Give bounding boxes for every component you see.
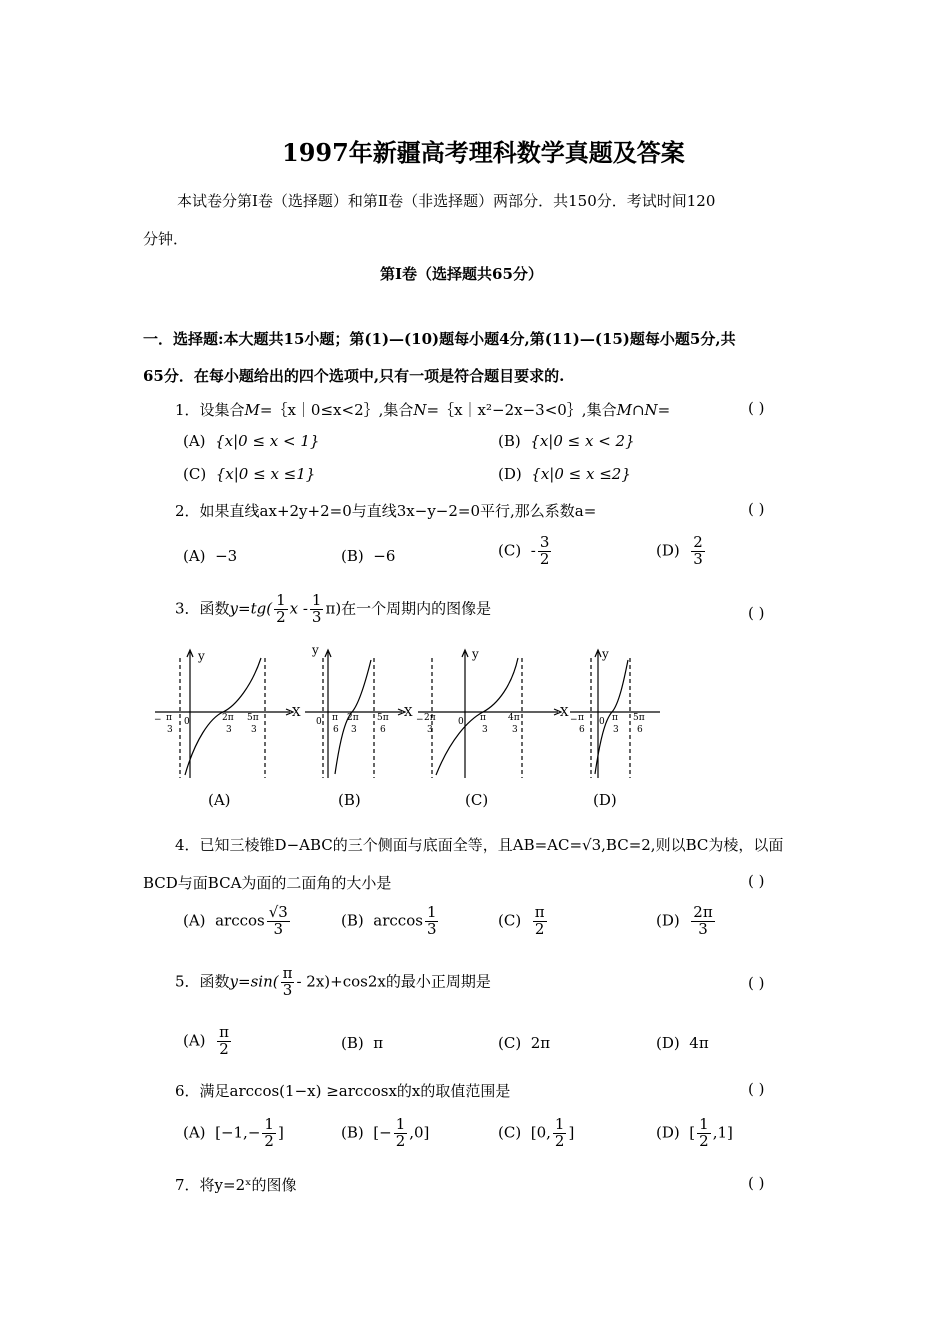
q5-option-b[interactable]: (B) π: [341, 1034, 384, 1052]
graph-d-tick-1-den: 6: [579, 725, 585, 735]
graph-a-tick-minus: −: [154, 715, 162, 725]
graph-a-tick-origin: 0: [184, 717, 190, 727]
q2-option-b[interactable]: (B) −6: [341, 547, 396, 565]
q3-answer-blank[interactable]: ( ): [748, 604, 765, 622]
q4-option-a[interactable]: (A) arccos $\frac{√3}{3}$: [183, 903, 288, 938]
q2-answer-blank[interactable]: ( ): [748, 500, 765, 518]
q6-answer-blank[interactable]: ( ): [748, 1080, 765, 1098]
graph-b-tick-2-num: 2π: [347, 713, 359, 723]
graph-c-tick-2-den: 3: [482, 725, 488, 735]
graph-b-tick-origin: 0: [316, 717, 322, 727]
graph-c-tick-origin: 0: [458, 717, 464, 727]
q4-option-d[interactable]: (D) $\frac{2\pi}{3}$: [656, 903, 713, 938]
section1-line-1: 一．选择题:本大题共15小题；第(1)—(10)题每小题4分,第(11)—(15)题每小题5分,共: [143, 330, 736, 348]
q6-stem: 6．满足arccos(1−x) ≥arccosx的x的取值范围是: [175, 1082, 511, 1100]
q5-option-c[interactable]: (C) 2π: [498, 1034, 551, 1052]
graph-d-tick-3-den: 6: [637, 725, 643, 735]
graph-b-tick-1-num: π: [332, 713, 338, 723]
q3-stem: 3．函数y=tg( $\frac{1}{2}$ x - $\frac{1}{3}$ π)在一个周期内的图像是: [175, 591, 492, 626]
graph-b-tick-3-den: 6: [380, 725, 386, 735]
q1-option-c[interactable]: (C) {x|0 ≤ x ≤1}: [183, 465, 316, 483]
graph-d-tick-1-num: π: [578, 713, 584, 723]
graph-d-label: (D): [593, 791, 617, 809]
q4-option-b[interactable]: (B) arccos $\frac{1}{3}$: [341, 903, 437, 938]
graph-a-tick-1-num: π: [166, 713, 172, 723]
graph-a-tick-2-num: 2π: [222, 713, 234, 723]
q5-option-d[interactable]: (D) 4π: [656, 1034, 709, 1052]
q5-option-a[interactable]: (A) $\frac{\pi}{2}$: [183, 1023, 229, 1058]
graph-c-tick-3-den: 3: [512, 725, 518, 735]
graph-d-tick-2-num: π: [612, 713, 618, 723]
graph-c-y-label: y: [472, 647, 479, 661]
q7-stem: 7．将y=2ˣ的图像: [175, 1176, 297, 1194]
intro-line-2: 分钟．: [143, 230, 189, 248]
graph-d-tick-3-num: 5π: [633, 713, 645, 723]
q6-option-b[interactable]: (B) [− $\frac{1}{2}$ ,0]: [341, 1115, 430, 1150]
graph-a-label: (A): [208, 791, 231, 809]
q7-answer-blank[interactable]: ( ): [748, 1174, 765, 1192]
q1-stem: 1．设集合M=｛x｜0≤x<2｝,集合N=｛x｜x²−2x−3<0｝,集合M∩N=: [175, 401, 671, 419]
graph-a-tick-1-den: 3: [167, 725, 173, 735]
intro-line-1: 本试卷分第Ⅰ卷（选择题）和第Ⅱ卷（非选择题）两部分．共150分．考试时间120: [177, 192, 716, 210]
graph-b-y-label: y: [312, 643, 319, 657]
graph-a-tick-3-den: 3: [251, 725, 257, 735]
q2-option-a[interactable]: (A) −3: [183, 547, 238, 565]
graph-b-tick-2-den: 3: [351, 725, 357, 735]
part1-heading: 第Ⅰ卷（选择题共65分）: [380, 265, 543, 283]
q1-option-b[interactable]: (B) {x|0 ≤ x < 2}: [498, 432, 635, 450]
graph-c-x-label: X: [560, 705, 569, 719]
q4-answer-blank[interactable]: ( ): [748, 872, 765, 890]
page-title: 1997年新疆高考理科数学真题及答案: [282, 138, 685, 167]
q2-option-c[interactable]: (C) - $\frac{3}{2}$: [498, 533, 550, 568]
graph-c-label: (C): [465, 791, 489, 809]
q4-line-1: 4．已知三棱锥D−ABC的三个侧面与底面全等，且AB=AC=√3,BC=2,则以BC为棱，以面: [175, 836, 784, 854]
graph-c-tick-2-num: π: [480, 713, 486, 723]
graph-a-tick-2-den: 3: [226, 725, 232, 735]
q6-option-d[interactable]: (D) [ $\frac{1}{2}$ ,1]: [656, 1115, 733, 1150]
graph-b-tick-3-num: 5π: [377, 713, 389, 723]
graph-d-tick-minus: −: [570, 715, 578, 725]
q4-line-2: BCD与面BCA为面的二面角的大小是: [143, 874, 392, 892]
q2-option-d[interactable]: (D) $\frac{2}{3}$: [656, 533, 703, 568]
graph-c-tick-1-den: 3: [427, 725, 433, 735]
graph-b-x-label: X: [404, 705, 413, 719]
section1-line-2: 65分．在每小题给出的四个选项中,只有一项是符合题目要求的.: [143, 367, 565, 385]
q5-stem: 5．函数y=sin( $\frac{\pi}{3}$ - 2x)+cos2x的最小正周期是: [175, 964, 491, 999]
graph-c-tick-1-num: 2π: [424, 713, 436, 723]
q1-option-d[interactable]: (D) {x|0 ≤ x ≤2}: [498, 465, 631, 483]
graph-c-tick-minus: −: [416, 715, 424, 725]
graph-b-label: (B): [338, 791, 361, 809]
q6-option-a[interactable]: (A) [−1,− $\frac{1}{2}$ ]: [183, 1115, 284, 1150]
graph-d-tick-2-den: 3: [613, 725, 619, 735]
graph-c[interactable]: [418, 650, 561, 778]
q5-answer-blank[interactable]: ( ): [748, 974, 765, 992]
q1-option-a[interactable]: (A) {x|0 ≤ x < 1}: [183, 432, 320, 450]
graph-a-tick-3-num: 5π: [247, 713, 259, 723]
q2-stem: 2．如果直线ax+2y+2=0与直线3x−y−2=0平行,那么系数a=: [175, 502, 597, 520]
graph-a-x-label: X: [292, 705, 301, 719]
q1-answer-blank[interactable]: ( ): [748, 399, 765, 417]
graph-b-tick-1-den: 6: [333, 725, 339, 735]
q3-graphs: [140, 640, 680, 820]
graph-a-y-label: y: [198, 649, 205, 663]
graph-d-y-label: y: [602, 647, 609, 661]
q4-option-c[interactable]: (C) $\frac{\pi}{2}$: [498, 903, 545, 938]
graph-d-tick-origin: 0: [599, 717, 605, 727]
q6-option-c[interactable]: (C) [0, $\frac{1}{2}$ ]: [498, 1115, 575, 1150]
graph-c-tick-3-num: 4π: [508, 713, 520, 723]
